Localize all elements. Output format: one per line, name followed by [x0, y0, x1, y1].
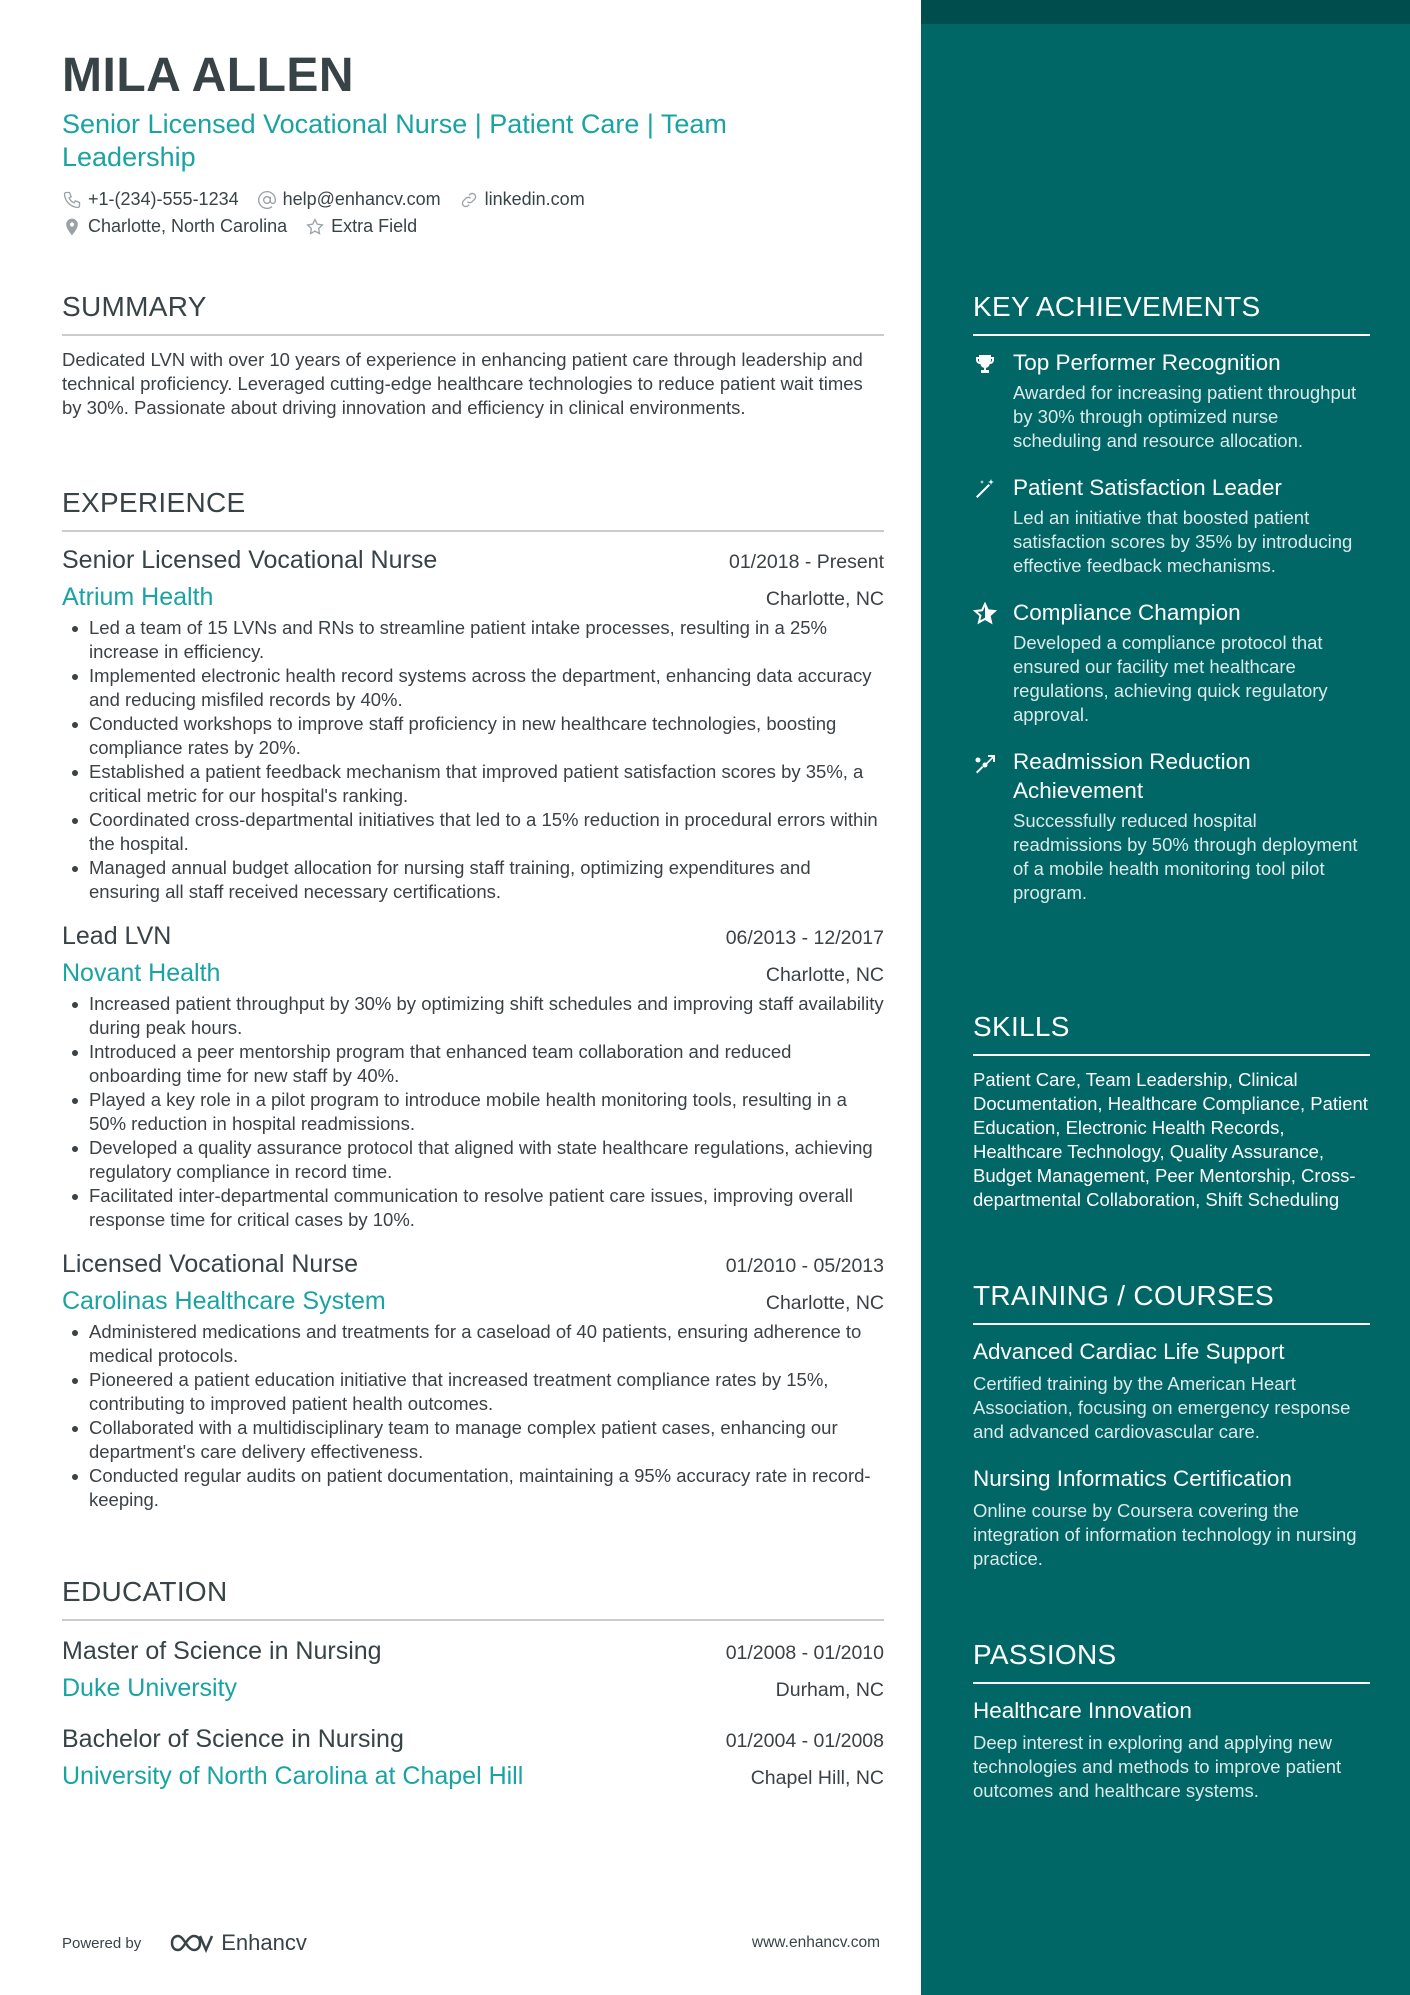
job-location: Charlotte, NC [765, 588, 884, 610]
bullet-item: Coordinated cross-departmental initiatives that led to a 15% reduction in procedural errors within the hospital. [62, 808, 884, 856]
degree-name: Bachelor of Science in Nursing [62, 1725, 404, 1753]
link-icon [459, 190, 479, 210]
job-entry [62, 544, 884, 904]
achievement-title: Patient Satisfaction Leader [1013, 475, 1282, 500]
brand-name: Enhancv [221, 1930, 307, 1955]
sidebar-top-band [921, 0, 1410, 24]
bullet-item: Pioneered a patient education initiative that increased treatment compliance rates by 15%, contributing to improved patient health outcomes. [62, 1368, 884, 1416]
bullet-item: Administered medications and treatments for a caseload of 40 patients, ensuring adherence to medical protocols. [62, 1320, 884, 1368]
achievement-item [973, 598, 1370, 727]
bullet-item: Developed a quality assurance protocol that aligned with state healthcare regulations, achieving regulatory compliance in record time. [62, 1136, 884, 1184]
location-text: Charlotte, North Carolina [88, 216, 288, 236]
bullet-item: Introduced a peer mentorship program that enhanced team collaboration and reduced onboarding time for new staff by 40%. [62, 1040, 884, 1088]
achievement-title: Top Performer Recognition [1013, 350, 1281, 375]
bullet-item: Implemented electronic health record systems across the department, enhancing data accuracy and reducing misfiled records by 40%. [62, 664, 884, 712]
passion-title: Healthcare Innovation [973, 1698, 1192, 1723]
job-entry [62, 920, 884, 1232]
summary-section [62, 290, 884, 420]
job-location: Charlotte, NC [765, 1292, 884, 1314]
achievement-item [973, 473, 1370, 578]
magic-wand-icon [973, 477, 997, 501]
trophy-icon [973, 352, 997, 376]
footer-website[interactable]: www.enhancv.com [751, 1934, 880, 1951]
job-date: 06/2013 - 12/2017 [725, 927, 884, 949]
education-entry [62, 1723, 884, 1791]
linkedin-text[interactable]: linkedin.com [484, 189, 585, 209]
sidebar [921, 0, 1410, 1995]
bullet-item: Collaborated with a multidisciplinary team to manage complex patient cases, enhancing our department's care delivery effectiveness. [62, 1416, 884, 1464]
job-date: 01/2010 - 05/2013 [725, 1255, 884, 1277]
experience-section [62, 486, 884, 1512]
bullet-item: Established a patient feedback mechanism that improved patient satisfaction scores by 35%, a critical metric for our hospital's ranking. [62, 760, 884, 808]
bullet-item: Conducted workshops to improve staff proficiency in new healthcare technologies, boosting compliance rates by 20%. [62, 712, 884, 760]
bullet-item: Conducted regular audits on patient documentation, maintaining a 95% accuracy rate in record-keeping. [62, 1464, 884, 1512]
school-location: Durham, NC [775, 1679, 884, 1701]
bullet-item: Facilitated inter-departmental communication to resolve patient care issues, improving overall response time for critical cases by 10%. [62, 1184, 884, 1232]
achievements-title: KEY ACHIEVEMENTS [973, 290, 1370, 336]
passions-title: PASSIONS [973, 1638, 1370, 1684]
contact-email[interactable] [257, 189, 441, 210]
education-date: 01/2004 - 01/2008 [725, 1730, 884, 1752]
infinity-logo-icon [169, 1932, 215, 1954]
extra-text: Extra Field [331, 216, 418, 236]
summary-title: SUMMARY [62, 290, 884, 336]
star-icon [973, 602, 997, 626]
education-section [62, 1575, 884, 1791]
bullet-item: Increased patient throughput by 30% by optimizing shift schedules and improving staff availability during peak hours. [62, 992, 884, 1040]
education-date: 01/2008 - 01/2010 [725, 1642, 884, 1664]
achievement-title: Readmission Reduction Achievement [1013, 749, 1251, 803]
job-bullets [62, 1320, 884, 1512]
education-entry [62, 1635, 884, 1703]
achievement-desc: Led an initiative that boosted patient satisfaction scores by 35% by introducing effective feedback mechanisms. [1013, 507, 1353, 576]
degree-name: Master of Science in Nursing [62, 1637, 382, 1665]
powered-by-text: Powered by [62, 1934, 142, 1952]
education-title: EDUCATION [62, 1575, 884, 1621]
phone-text: +1-(234)-555-1234 [88, 189, 239, 209]
training-title: TRAINING / COURSES [973, 1279, 1370, 1325]
at-sign-icon [257, 190, 277, 210]
skills-title: SKILLS [973, 1010, 1370, 1056]
achievement-item [973, 348, 1370, 453]
resume-header [62, 48, 884, 240]
job-title: Lead LVN [62, 922, 172, 950]
location-pin-icon [62, 217, 82, 237]
candidate-name: MILA ALLEN [62, 49, 355, 102]
experience-title: EXPERIENCE [62, 486, 884, 532]
job-title: Licensed Vocational Nurse [62, 1250, 359, 1278]
summary-text: Dedicated LVN with over 10 years of experience in enhancing patient care through leadership and technical proficiency. Leveraged cutting-edge healthcare technologies to reduce patient wait times by 30%. Passionate about driving innovation and efficiency in clinical environments. [62, 349, 863, 418]
company-name: Carolinas Healthcare System [62, 1287, 386, 1315]
powered-by [62, 1930, 307, 1956]
achievement-desc: Successfully reduced hospital readmissions by 50% through deployment of a mobile health monitoring tool pilot program. [1013, 810, 1358, 903]
training-section [973, 1279, 1370, 1571]
passion-item [973, 1696, 1370, 1803]
bullet-item: Managed annual budget allocation for nursing staff training, optimizing expenditures and ensuring all staff received necessary certifications. [62, 856, 884, 904]
skills-text: Patient Care, Team Leadership, Clinical Documentation, Healthcare Compliance, Patient Education, Electronic Health Records, Healthcare Technology, Quality Assurance, Budget Management, Peer Mentorship, Cross-departmental Collaboration, Shift Scheduling [973, 1069, 1368, 1210]
contact-phone [62, 189, 239, 210]
achievement-item [973, 747, 1370, 905]
job-bullets [62, 616, 884, 904]
company-name: Atrium Health [62, 583, 214, 611]
achievement-title: Compliance Champion [1013, 600, 1241, 625]
chart-arrow-icon [973, 751, 997, 775]
contact-info [62, 186, 884, 240]
job-title: Senior Licensed Vocational Nurse [62, 546, 438, 574]
passion-desc: Deep interest in exploring and applying new technologies and methods to improve patient outcomes and healthcare systems. [973, 1732, 1342, 1801]
email-text[interactable]: help@enhancv.com [282, 189, 441, 209]
achievements-section [973, 290, 1370, 905]
bullet-item: Played a key role in a pilot program to introduce mobile health monitoring tools, resulting in a 50% reduction in hospital readmissions. [62, 1088, 884, 1136]
page-footer [62, 1930, 880, 1956]
course-title: Nursing Informatics Certification [973, 1466, 1292, 1491]
achievement-desc: Developed a compliance protocol that ensured our facility met healthcare regulations, achieving quick regulatory approval. [1013, 632, 1328, 725]
bullet-item: Led a team of 15 LVNs and RNs to streamline patient intake processes, resulting in a 25% increase in efficiency. [62, 616, 884, 664]
job-date: 01/2018 - Present [728, 551, 884, 573]
achievement-desc: Awarded for increasing patient throughput by 30% through optimized nurse scheduling and resource allocation. [1013, 382, 1357, 451]
phone-icon [62, 190, 82, 210]
course-desc: Certified training by the American Heart Association, focusing on emergency response and advanced cardiovascular care. [973, 1373, 1351, 1442]
contact-extra [305, 216, 417, 237]
school-name: University of North Carolina at Chapel Hill [62, 1762, 524, 1790]
course-item [973, 1337, 1370, 1444]
star-outline-icon [305, 217, 325, 237]
skills-section [973, 1010, 1370, 1212]
school-location: Chapel Hill, NC [750, 1767, 884, 1789]
contact-location [62, 216, 287, 237]
company-name: Novant Health [62, 959, 221, 987]
job-bullets [62, 992, 884, 1232]
course-title: Advanced Cardiac Life Support [973, 1339, 1285, 1364]
contact-linkedin[interactable] [459, 189, 585, 210]
job-entry [62, 1248, 884, 1512]
course-desc: Online course by Coursera covering the integration of information technology in nursing practice. [973, 1500, 1357, 1569]
passions-section [973, 1638, 1370, 1803]
school-name: Duke University [62, 1674, 238, 1702]
candidate-headline: Senior Licensed Vocational Nurse | Patient Care | Team Leadership [62, 109, 727, 172]
course-item [973, 1464, 1370, 1571]
job-location: Charlotte, NC [765, 964, 884, 986]
enhancv-logo[interactable] [169, 1930, 307, 1956]
